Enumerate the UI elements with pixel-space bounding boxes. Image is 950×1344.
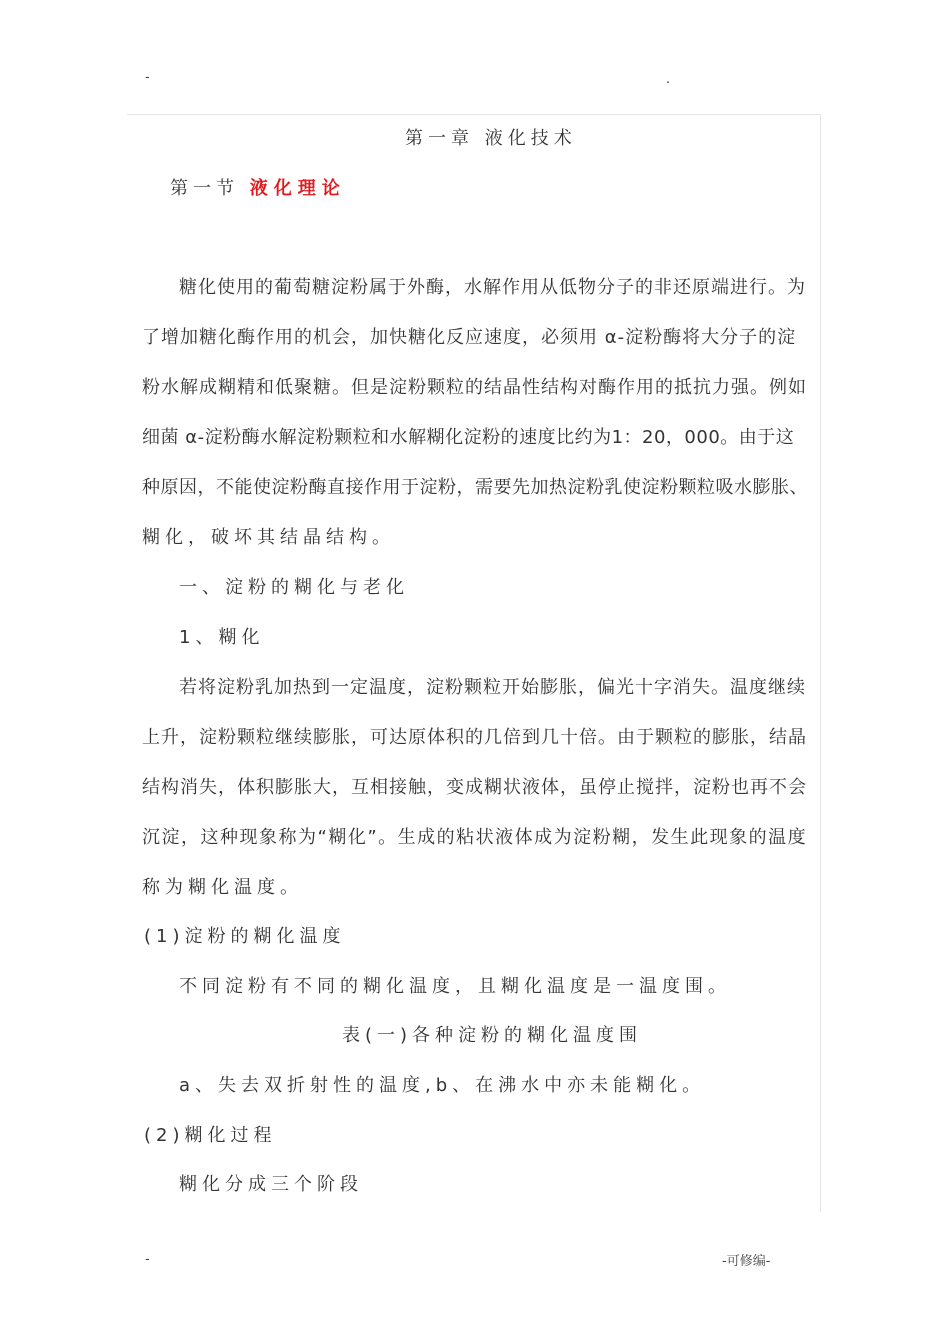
para2-line-3: 结构消失，体积膨胀大，互相接触，变成糊状液体，虽停止搅拌，淀粉也再不会 xyxy=(142,777,807,798)
heading-gelatinization-retrogradation: 一、淀粉的糊化与老化 xyxy=(179,577,409,598)
section-title: 液化理论 xyxy=(249,178,346,199)
para1-line-3: 粉水解成糊精和低聚糖。但是淀粉颗粒的结晶性结构对酶作用的抵抗力强。例如 xyxy=(142,377,807,398)
section-heading xyxy=(170,177,346,201)
para1-line-1: 糖化使用的葡萄糖淀粉属于外酶，水解作用从低物分子的非还原端进行。为 xyxy=(179,277,806,298)
para4: 糊化分成三个阶段 xyxy=(179,1174,363,1195)
footer-text: -可修编- xyxy=(722,1254,771,1269)
heading-gelatinization: 1、糊化 xyxy=(179,627,265,648)
para2-line-5: 称为糊化温度。 xyxy=(142,877,303,898)
chapter-title: 第一章 液化技术 xyxy=(405,128,577,149)
header-right-mark: . xyxy=(666,72,671,87)
para1-line-5: 种原因，不能使淀粉酶直接作用于淀粉，需要先加热淀粉乳使淀粉颗粒吸水膨胀、 xyxy=(142,477,808,498)
para2-line-2: 上升，淀粉颗粒继续膨胀，可达原体积的几倍到几十倍。由于颗粒的膨胀，结晶 xyxy=(142,727,807,748)
para3: 不同淀粉有不同的糊化温度，且糊化温度是一温度围。 xyxy=(179,976,731,997)
page-frame-top xyxy=(127,114,821,115)
para1-line-4: 细菌 α-淀粉酶水解淀粉颗粒和水解糊化淀粉的速度比约为1：20，000。由于这 xyxy=(142,427,795,448)
section-prefix: 第一节 xyxy=(170,178,239,199)
table-note: a、失去双折射性的温度,b、在沸水中亦未能糊化。 xyxy=(179,1075,706,1096)
para1-line-6: 糊化，破坏其结晶结构。 xyxy=(142,527,395,548)
footer-left-mark: - xyxy=(145,1252,150,1267)
subheading-gelatinization-temperature: (1)淀粉的糊化温度 xyxy=(144,926,346,947)
para2-line-4: 沉淀，这种现象称为“糊化”。生成的粘状液体成为淀粉糊，发生此现象的温度 xyxy=(142,827,808,848)
subheading-gelatinization-process: (2)糊化过程 xyxy=(144,1125,277,1146)
page-frame-right xyxy=(820,114,821,1212)
table-caption: 表(一)各种淀粉的糊化温度围 xyxy=(342,1025,643,1046)
para1-line-2: 了增加糖化酶作用的机会，加快糖化反应速度，必须用 α-淀粉酶将大分子的淀 xyxy=(142,327,797,348)
para2-line-1: 若将淀粉乳加热到一定温度，淀粉颗粒开始膨胀，偏光十字消失。温度继续 xyxy=(179,677,806,698)
header-left-mark: - xyxy=(145,70,150,85)
